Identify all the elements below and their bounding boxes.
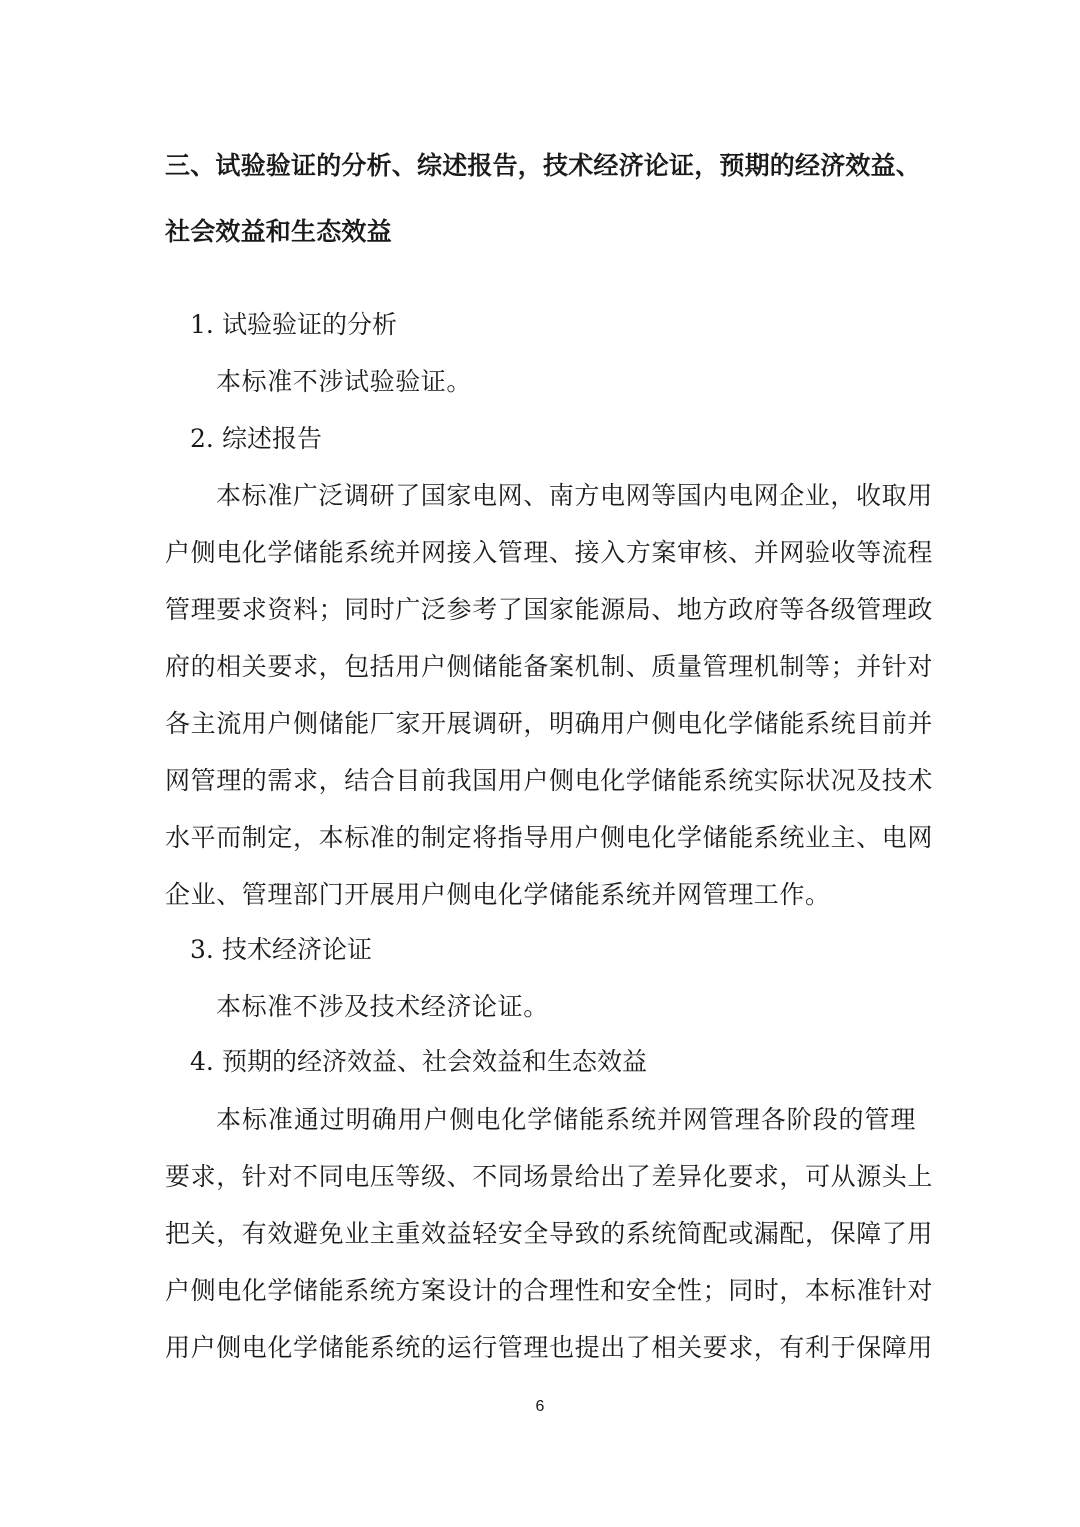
paragraph-line: 本标准广泛调研了国家电网、南方电网等国内电网企业，收取用 — [216, 481, 933, 510]
paragraph-line: 管理要求资料；同时广泛参考了国家能源局、地方政府等各级管理政 — [165, 595, 934, 624]
paragraph-line: 本标准不涉试验验证。 — [216, 367, 473, 396]
paragraph-line: 户侧电化学储能系统并网接入管理、接入方案审核、并网验收等流程 — [165, 538, 934, 567]
paragraph-line: 把关，有效避免业主重效益轻安全导致的系统简配或漏配，保障了用 — [165, 1219, 934, 1248]
paragraph-line: 本标准通过明确用户侧电化学储能系统并网管理各阶段的管理 — [216, 1105, 916, 1134]
paragraph-line: 府的相关要求，包括用户侧储能备案机制、质量管理机制等；并针对 — [165, 652, 934, 681]
section-title-line-2: 社会效益和生态效益 — [165, 217, 392, 246]
subsection-4-label: 预期的经济效益、社会效益和生态效益 — [222, 1047, 648, 1076]
paragraph-line: 各主流用户侧储能厂家开展调研，明确用户侧电化学储能系统目前并 — [165, 709, 934, 738]
subsection-2-heading — [190, 419, 322, 459]
page-number: 6 — [535, 1398, 545, 1415]
paragraph-line: 网管理的需求，结合目前我国用户侧电化学储能系统实际状况及技术 — [165, 766, 934, 795]
paragraph-line: 企业、管理部门开展用户侧电化学储能系统并网管理工作。 — [165, 880, 831, 909]
subsection-4-number: 4. — [190, 1047, 214, 1076]
subsection-2-label: 综述报告 — [222, 424, 323, 453]
subsection-3-heading — [190, 930, 372, 970]
paragraph-line: 本标准不涉及技术经济论证。 — [216, 992, 549, 1021]
subsection-1-label: 试验验证的分析 — [222, 310, 398, 339]
paragraph-line: 要求，针对不同电压等级、不同场景给出了差异化要求，可从源头上 — [165, 1162, 934, 1191]
section-title-line-1: 三、试验验证的分析、综述报告，技术经济论证，预期的经济效益、 — [165, 151, 922, 180]
subsection-1-number: 1. — [190, 310, 214, 339]
paragraph-line: 用户侧电化学储能系统的运行管理也提出了相关要求，有利于保障用 — [165, 1333, 934, 1362]
paragraph-line: 水平而制定，本标准的制定将指导用户侧电化学储能系统业主、电网 — [165, 823, 934, 852]
subsection-3-label: 技术经济论证 — [222, 935, 373, 964]
subsection-2-number: 2. — [190, 424, 214, 453]
subsection-1-heading — [190, 305, 397, 345]
subsection-4-heading — [190, 1042, 647, 1082]
subsection-3-number: 3. — [190, 935, 214, 964]
paragraph-line: 户侧电化学储能系统方案设计的合理性和安全性；同时，本标准针对 — [165, 1276, 934, 1305]
